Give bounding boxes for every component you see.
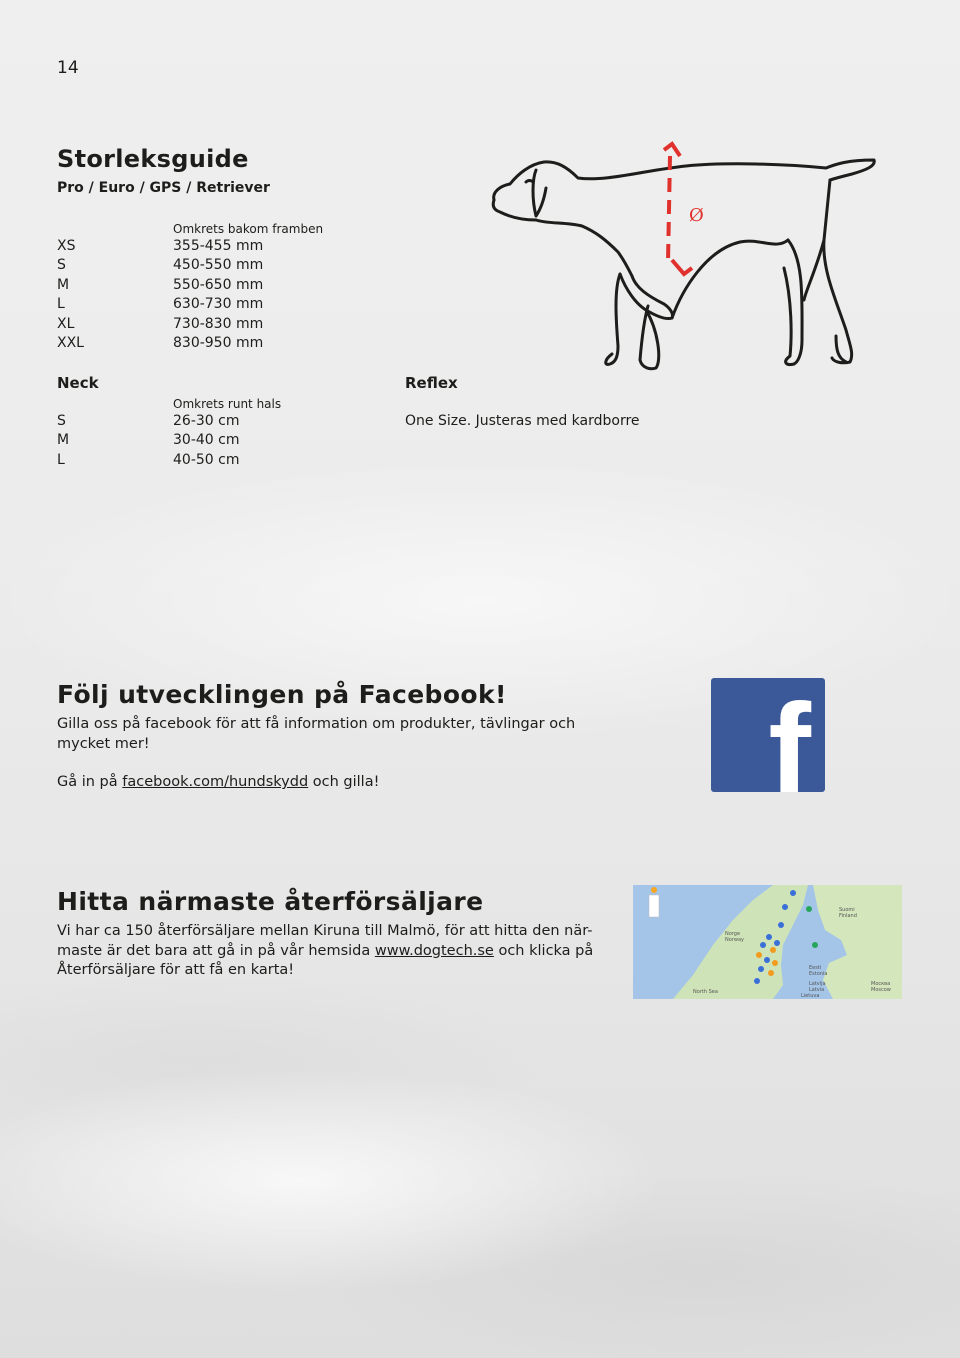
measurement-marker (664, 144, 692, 274)
reflex-label: Reflex (405, 374, 458, 392)
map-label-latvia-en: Latvia (809, 987, 825, 993)
neck-label: Neck (57, 374, 99, 392)
facebook-cta-prefix: Gå in på (57, 774, 123, 790)
facebook-heading: Följ utvecklingen på Facebook! (57, 680, 507, 709)
size-label: XS (57, 238, 76, 254)
facebook-body-line: mycket mer! (57, 735, 150, 752)
retailers-body-line: Återförsäljare för att få en karta! (57, 962, 295, 978)
map-label-norway-en: Norway (725, 937, 744, 943)
size-column-header: Omkrets bakom framben (173, 222, 324, 236)
map-marker-icon[interactable] (754, 978, 760, 984)
facebook-cta (57, 773, 379, 793)
map-label-estonia: Eesti (809, 965, 822, 971)
map-label-moscow: Москва (871, 981, 891, 987)
facebook-body (57, 715, 575, 754)
page-number: 14 (57, 58, 79, 78)
size-value: 630-730 mm (173, 296, 264, 313)
map-label-moscow-en: Moscow (871, 987, 891, 993)
neck-size-label: L (57, 451, 65, 468)
neck-size-value: 40-50 cm (173, 451, 240, 468)
map-marker-icon[interactable] (760, 942, 766, 948)
size-guide-subtitle: Pro / Euro / GPS / Retriever (57, 180, 270, 196)
map-marker-icon[interactable] (758, 966, 764, 972)
neck-column-header: Omkrets runt hals (173, 397, 282, 411)
retailers-body-line: Vi har ca 150 återförsäljare mellan Kiruna till Malmö, för att hitta den när- (57, 923, 593, 939)
facebook-body-line: Gilla oss på facebook för att få information om produkter, tävlingar och (57, 716, 576, 732)
size-table-sizes (57, 237, 84, 353)
map-label-latvia: Latvija (809, 981, 826, 987)
facebook-logo-icon[interactable] (711, 678, 825, 792)
retailers-heading: Hitta närmaste återförsäljare (57, 887, 484, 916)
size-value: 355-455 mm (173, 238, 264, 254)
map-zoom-control[interactable] (649, 895, 659, 917)
reflex-text: One Size. Justeras med kardborre (405, 413, 640, 429)
map-marker-icon[interactable] (774, 940, 780, 946)
map-marker-icon[interactable] (756, 952, 762, 958)
retailers-line2-prefix: maste är det bara att gå in på vår hemsida (57, 942, 375, 959)
map-marker-icon[interactable] (772, 960, 778, 966)
retailers-body-line (57, 942, 593, 962)
size-table-values (173, 237, 263, 353)
size-value: 830-950 mm (173, 334, 264, 351)
size-value: 550-650 mm (173, 276, 264, 293)
neck-table-sizes (57, 412, 69, 470)
map-marker-icon[interactable] (806, 906, 812, 912)
map-marker-icon[interactable] (766, 934, 772, 940)
dog-measurement-illustration (486, 140, 882, 374)
map-label-norway: Norge (725, 931, 741, 937)
map-pegman-icon[interactable] (651, 887, 657, 893)
map-marker-icon[interactable] (790, 890, 796, 896)
neck-size-label: M (57, 432, 70, 449)
map-marker-icon[interactable] (782, 904, 788, 910)
diameter-symbol: Ø (689, 205, 704, 226)
map-label-estonia-en: Estonia (809, 971, 828, 977)
map-label-finland-en: Finland (839, 913, 857, 919)
size-label: M (57, 276, 70, 293)
retailers-line2-suffix: och klicka på (493, 942, 594, 959)
neck-size-label: S (57, 413, 66, 429)
size-label: S (57, 257, 66, 274)
map-marker-icon[interactable] (778, 922, 784, 928)
dog-outline (493, 160, 874, 369)
neck-table-values (173, 412, 239, 470)
dogtech-link[interactable]: www.dogtech.se (374, 942, 494, 959)
retailer-map[interactable] (633, 885, 902, 999)
retailers-body (57, 922, 593, 981)
size-label: XXL (57, 334, 84, 351)
size-label: XL (57, 315, 75, 332)
facebook-cta-suffix: och gilla! (308, 774, 380, 790)
neck-size-value: 30-40 cm (173, 432, 240, 449)
size-guide-title: Storleksguide (57, 145, 249, 173)
facebook-logo-letter: f (768, 678, 811, 792)
map-label-lithuania: Lietuva (801, 993, 820, 999)
map-marker-icon[interactable] (812, 942, 818, 948)
map-label-north-sea: North Sea (693, 989, 718, 995)
size-value: 450-550 mm (173, 257, 264, 274)
map-marker-icon[interactable] (768, 970, 774, 976)
map-label-finland: Suomi (839, 907, 855, 913)
map-marker-icon[interactable] (764, 957, 770, 963)
neck-size-value: 26-30 cm (173, 413, 240, 429)
facebook-link[interactable]: facebook.com/hundskydd (122, 774, 309, 790)
size-label: L (57, 296, 65, 313)
map-marker-icon[interactable] (770, 947, 776, 953)
size-value: 730-830 mm (173, 315, 264, 332)
